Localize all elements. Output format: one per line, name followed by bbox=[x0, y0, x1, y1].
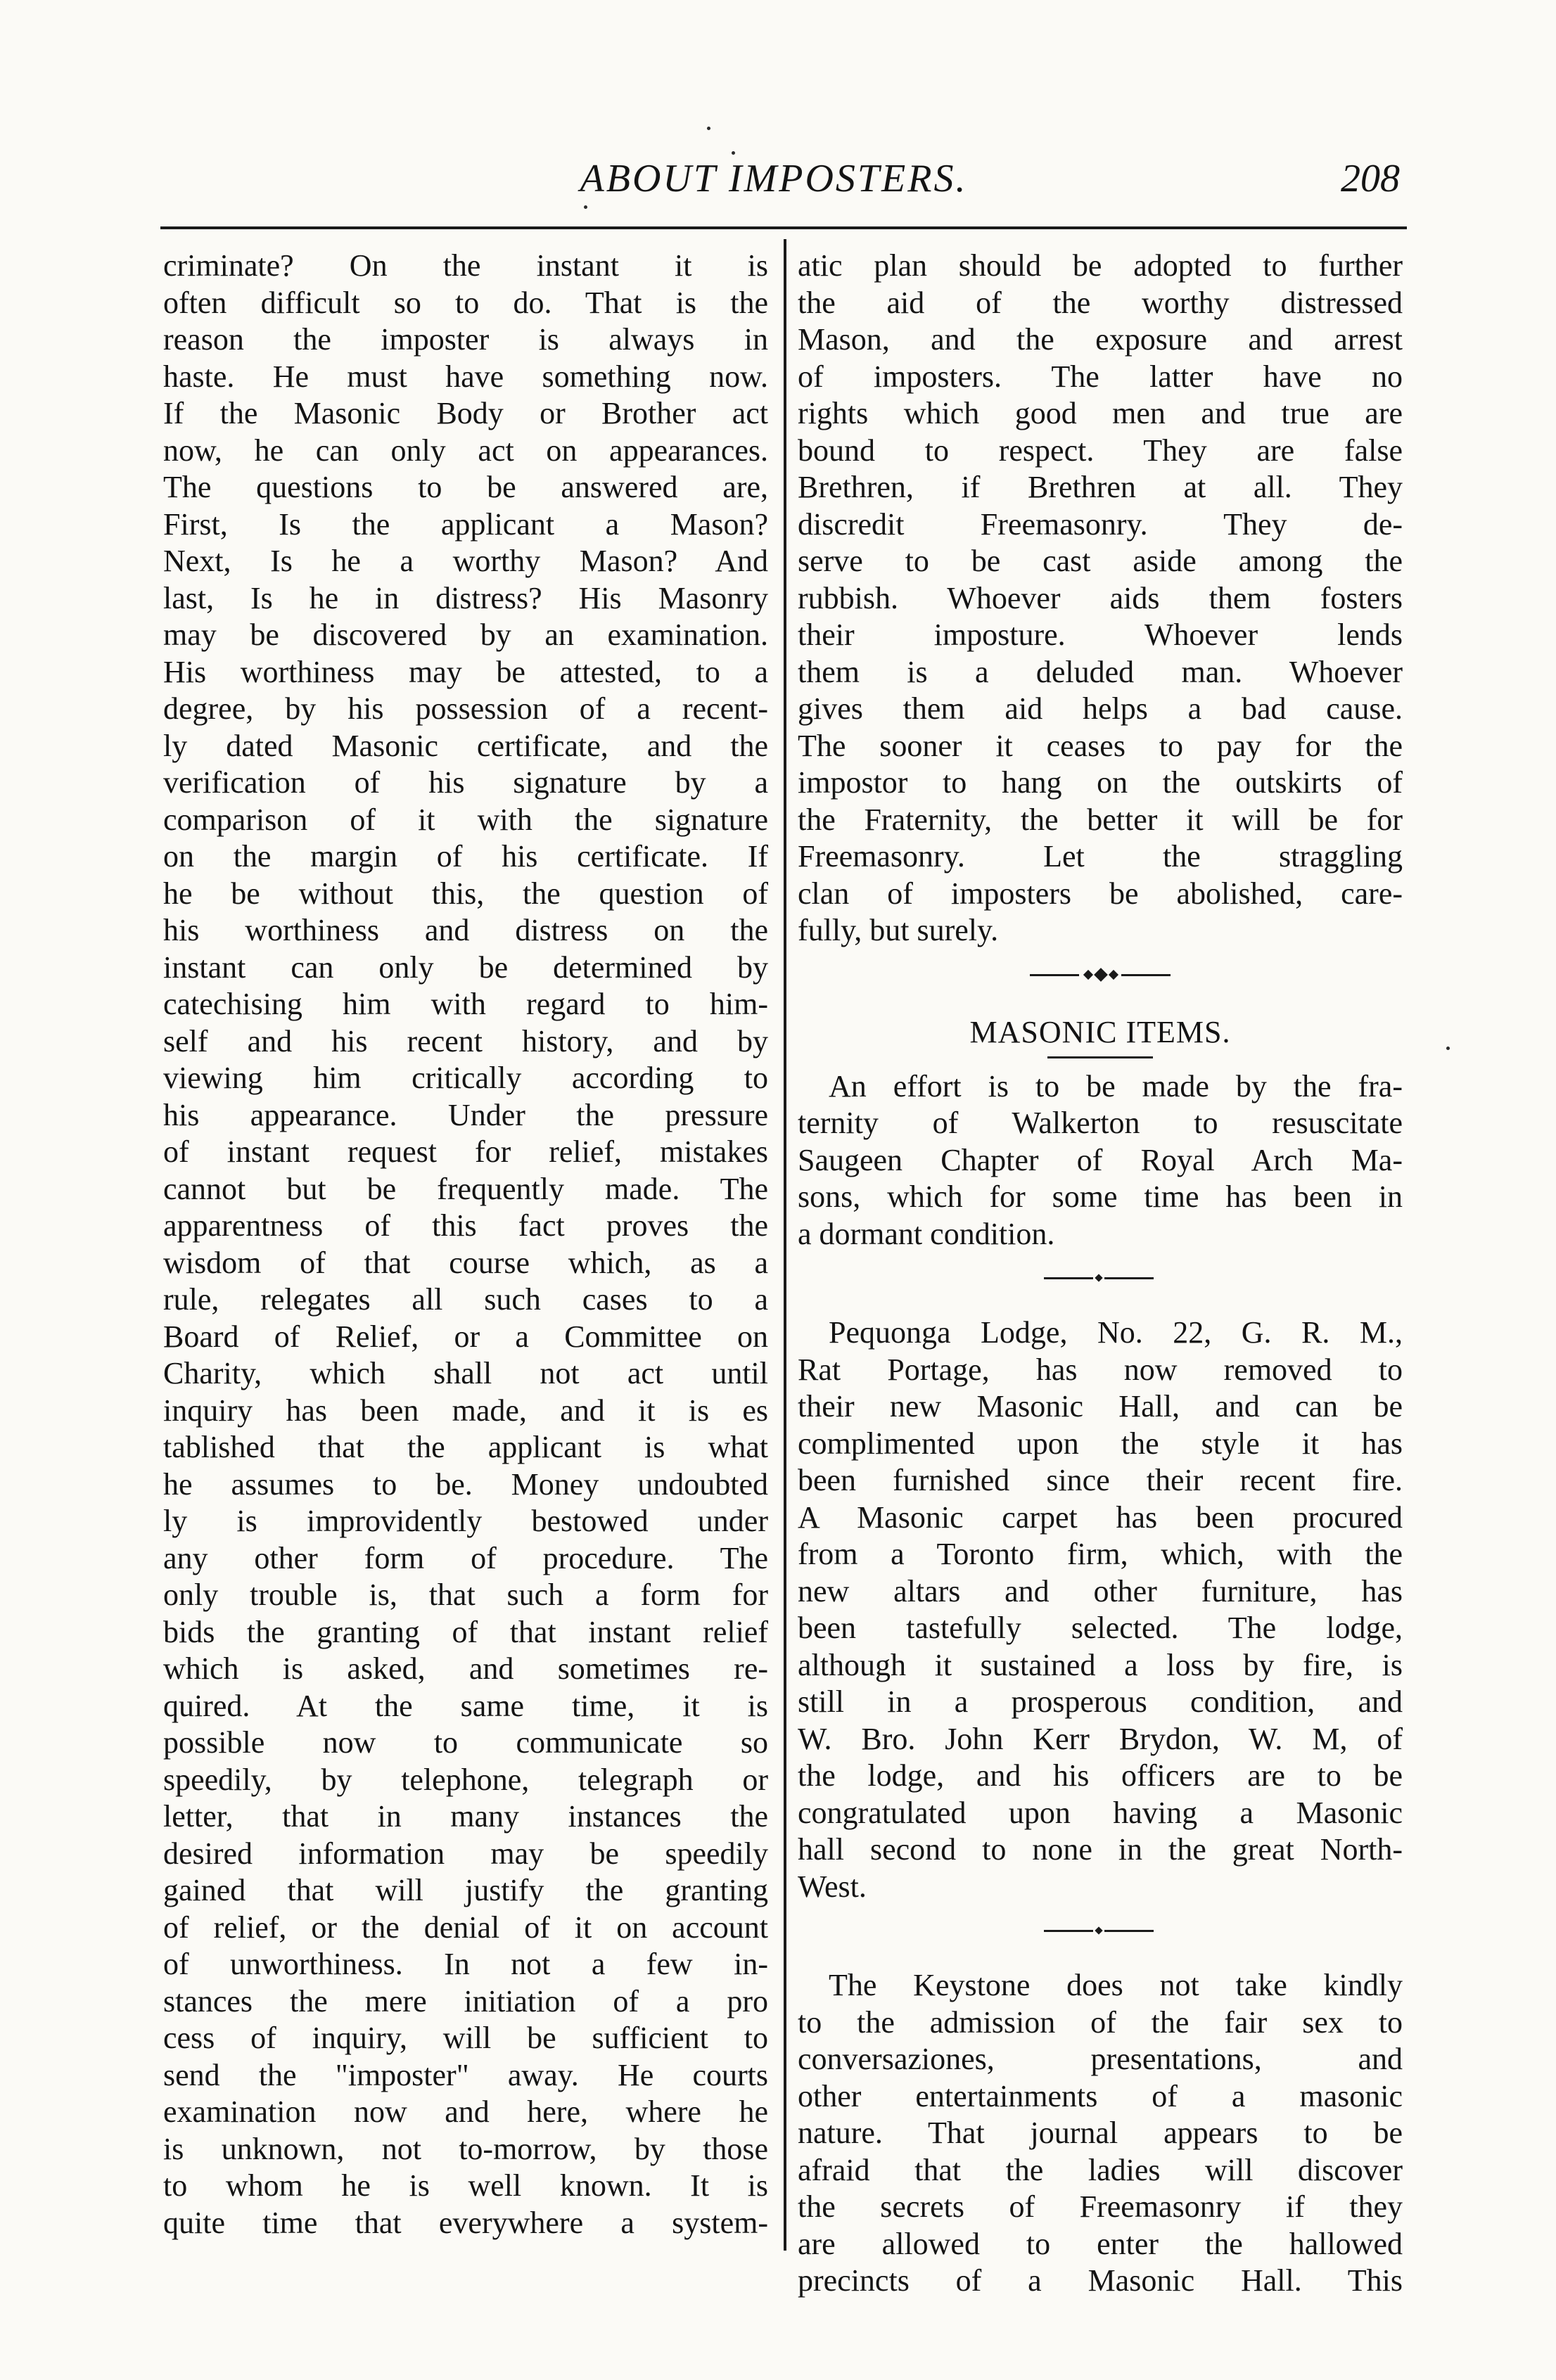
text-line: the lodge, and his officers are to be bbox=[798, 1758, 1403, 1793]
text-line: stances the mere initiation of a pro bbox=[163, 1983, 768, 2018]
text-line: apparentness of this fact proves the bbox=[163, 1208, 768, 1243]
text-line: them is a deluded man. Whoever bbox=[798, 654, 1403, 689]
text-line: First, Is the applicant a Mason? bbox=[163, 506, 768, 542]
print-speck bbox=[732, 151, 735, 155]
running-header-title: ABOUT IMPOSTERS. bbox=[580, 157, 968, 200]
text-line: bound to respect. They are false bbox=[798, 433, 1403, 468]
text-line: complimented upon the style it has bbox=[798, 1426, 1403, 1461]
text-line: serve to be cast aside among the bbox=[798, 544, 1403, 578]
text-line: letter, that in many instances the bbox=[163, 1799, 768, 1834]
text-line: bids the granting of that instant relief bbox=[163, 1614, 768, 1649]
text-line: The sooner it ceases to pay for the bbox=[798, 728, 1403, 763]
text-line: only trouble is, that such a form for bbox=[163, 1578, 768, 1612]
text-line: Mason, and the exposure and arrest bbox=[798, 322, 1403, 357]
text-line: atic plan should be adopted to further bbox=[798, 248, 1403, 283]
text-line: of instant request for relief, mistakes bbox=[163, 1134, 768, 1169]
text-line: he be without this, the question of bbox=[163, 876, 768, 911]
text-line: haste. He must have something now. bbox=[163, 359, 768, 394]
text-line: The Keystone does not take kindly bbox=[829, 1968, 1403, 2002]
text-line: self and his recent history, and by bbox=[163, 1023, 768, 1058]
text-line: Freemasonry. Let the straggling bbox=[798, 839, 1403, 874]
item-separator bbox=[798, 1260, 1403, 1298]
text-line: ly dated Masonic certificate, and the bbox=[163, 728, 768, 763]
text-line: to whom he is well known. It is bbox=[163, 2168, 768, 2203]
text-line: degree, by his possession of a recent- bbox=[163, 691, 768, 726]
text-line: The questions to be answered are, bbox=[163, 470, 768, 504]
text-line: desired information may be speedily bbox=[163, 1836, 768, 1871]
text-line: An effort is to be made by the fra- bbox=[829, 1068, 1403, 1103]
text-line: he assumes to be. Money undoubted bbox=[163, 1466, 768, 1502]
text-line: possible now to communicate so bbox=[163, 1725, 768, 1760]
text-line: still in a prosperous condition, and bbox=[798, 1684, 1403, 1719]
text-line: on the margin of his certificate. If bbox=[163, 839, 768, 874]
article-continuation-left bbox=[163, 248, 768, 2241]
text-line: ternity of Walkerton to resuscitate bbox=[798, 1106, 1403, 1140]
text-line: his appearance. Under the pressure bbox=[163, 1097, 768, 1132]
text-line: gives them aid helps a bad cause. bbox=[798, 691, 1403, 726]
text-line: catechising him with regard to him- bbox=[163, 987, 768, 1021]
text-line: been furnished since their recent fire. bbox=[798, 1463, 1403, 1497]
text-line: of imposters. The latter have no bbox=[798, 359, 1403, 394]
text-line: Saugeen Chapter of Royal Arch Ma- bbox=[798, 1142, 1403, 1177]
text-line: wisdom of that course which, as a bbox=[163, 1245, 768, 1280]
text-line: the aid of the worthy distressed bbox=[798, 285, 1403, 320]
text-line: send the "imposter" away. He courts bbox=[163, 2057, 768, 2092]
section-ornament bbox=[798, 957, 1403, 994]
text-line: Pequonga Lodge, No. 22, G. R. M., bbox=[829, 1315, 1403, 1350]
print-speck bbox=[1446, 1047, 1450, 1050]
text-line: West. bbox=[798, 1869, 867, 1904]
left-column bbox=[163, 248, 768, 2241]
text-line: new altars and other furniture, has bbox=[798, 1573, 1403, 1608]
section-heading: MASONIC ITEMS. bbox=[969, 1014, 1231, 1049]
text-line: His worthiness may be attested, to a bbox=[163, 654, 768, 689]
text-line: gained that will justify the granting bbox=[163, 1873, 768, 1907]
text-line: ly is improvidently bestowed under bbox=[163, 1504, 768, 1538]
item-separator bbox=[798, 1912, 1403, 1950]
text-line: discredit Freemasonry. They de- bbox=[798, 506, 1403, 542]
text-line: now, he can only act on appearances. bbox=[163, 433, 768, 468]
text-line: other entertainments of a masonic bbox=[798, 2078, 1403, 2113]
news-item-pequonga-lodge bbox=[798, 1314, 1403, 1905]
text-line: clan of imposters be abolished, care- bbox=[798, 876, 1403, 911]
text-line: Board of Relief, or a Committee on bbox=[163, 1319, 768, 1354]
text-line: rubbish. Whoever aids them fosters bbox=[798, 580, 1403, 615]
text-line: quite time that everywhere a system- bbox=[163, 2205, 768, 2240]
text-line: are allowed to enter the hallowed bbox=[798, 2226, 1403, 2261]
text-line: reason the imposter is always in bbox=[163, 322, 768, 357]
article-continuation-right bbox=[798, 248, 1403, 949]
text-line: fully, but surely. bbox=[798, 913, 999, 947]
text-line: tablished that the applicant is what bbox=[163, 1430, 768, 1464]
text-line: any other form of procedure. The bbox=[163, 1540, 768, 1575]
text-line: speedily, by telephone, telegraph or bbox=[163, 1762, 768, 1797]
text-line: comparison of it with the signature bbox=[163, 802, 768, 837]
text-line: criminate? On the instant it is bbox=[163, 248, 768, 283]
text-line: precincts of a Masonic Hall. This bbox=[798, 2263, 1403, 2298]
text-line: Charity, which shall not act until bbox=[163, 1356, 768, 1390]
header-rule bbox=[160, 226, 1407, 229]
text-line: their imposture. Whoever lends bbox=[798, 618, 1403, 652]
text-line: nature. That journal appears to be bbox=[798, 2116, 1403, 2150]
text-line: rights which good men and true are bbox=[798, 396, 1403, 430]
text-line: quired. At the same time, it is bbox=[163, 1688, 768, 1723]
text-line: afraid that the ladies will discover bbox=[798, 2152, 1403, 2187]
text-line: rule, relegates all such cases to a bbox=[163, 1282, 768, 1317]
text-line: inquiry has been made, and it is es bbox=[163, 1393, 768, 1428]
print-speck bbox=[584, 205, 587, 209]
text-line: although it sustained a loss by fire, is bbox=[798, 1647, 1403, 1682]
text-line: sons, which for some time has been in bbox=[798, 1179, 1403, 1214]
text-line: been tastefully selected. The lodge, bbox=[798, 1611, 1403, 1645]
text-line: their new Masonic Hall, and can be bbox=[798, 1389, 1403, 1423]
text-line: congratulated upon having a Masonic bbox=[798, 1795, 1403, 1830]
text-line: last, Is he in distress? His Masonry bbox=[163, 580, 768, 615]
text-line: impostor to hang on the outskirts of bbox=[798, 765, 1403, 800]
text-line: conversaziones, presentations, and bbox=[798, 2042, 1403, 2076]
text-line: hall second to none in the great North- bbox=[798, 1832, 1403, 1867]
text-line: of unworthiness. In not a few in- bbox=[163, 1947, 768, 1981]
text-line: instant can only be determined by bbox=[163, 949, 768, 985]
text-line: a dormant condition. bbox=[798, 1216, 1055, 1251]
text-line: cannot but be frequently made. The bbox=[163, 1171, 768, 1206]
news-item-keystone bbox=[798, 1967, 1403, 2300]
text-line: the Fraternity, the better it will be for bbox=[798, 802, 1403, 837]
text-line: viewing him critically according to bbox=[163, 1061, 768, 1095]
print-speck bbox=[707, 127, 710, 130]
text-line: Next, Is he a worthy Mason? And bbox=[163, 544, 768, 578]
text-line: verification of his signature by a bbox=[163, 765, 768, 800]
text-line: may be discovered by an examination. bbox=[163, 618, 768, 652]
heading-rule bbox=[1047, 1056, 1153, 1058]
text-line: often difficult so to do. That is the bbox=[163, 285, 768, 320]
text-line: cess of inquiry, will be sufficient to bbox=[163, 2021, 768, 2055]
text-line: Brethren, if Brethren at all. They bbox=[798, 470, 1403, 504]
right-column bbox=[798, 248, 1403, 2300]
text-line: which is asked, and sometimes re- bbox=[163, 1651, 768, 1686]
text-line: his worthiness and distress on the bbox=[163, 913, 768, 947]
text-line: from a Toronto firm, which, with the bbox=[798, 1537, 1403, 1571]
column-divider bbox=[784, 239, 786, 2251]
text-line: to the admission of the fair sex to bbox=[798, 2004, 1403, 2040]
text-line: examination now and here, where he bbox=[163, 2094, 768, 2129]
page-number: 208 bbox=[1341, 157, 1400, 200]
text-line: the secrets of Freemasonry if they bbox=[798, 2189, 1403, 2224]
text-line: A Masonic carpet has been procured bbox=[798, 1499, 1403, 1535]
text-line: is unknown, not to-morrow, by those bbox=[163, 2131, 768, 2166]
text-line: of relief, or the denial of it on account bbox=[163, 1909, 768, 1945]
text-line: Rat Portage, has now removed to bbox=[798, 1352, 1403, 1387]
text-line: W. Bro. John Kerr Brydon, W. M, of bbox=[798, 1721, 1403, 1756]
text-line: If the Masonic Body or Brother act bbox=[163, 396, 768, 430]
news-item-walkerton bbox=[798, 1068, 1403, 1253]
